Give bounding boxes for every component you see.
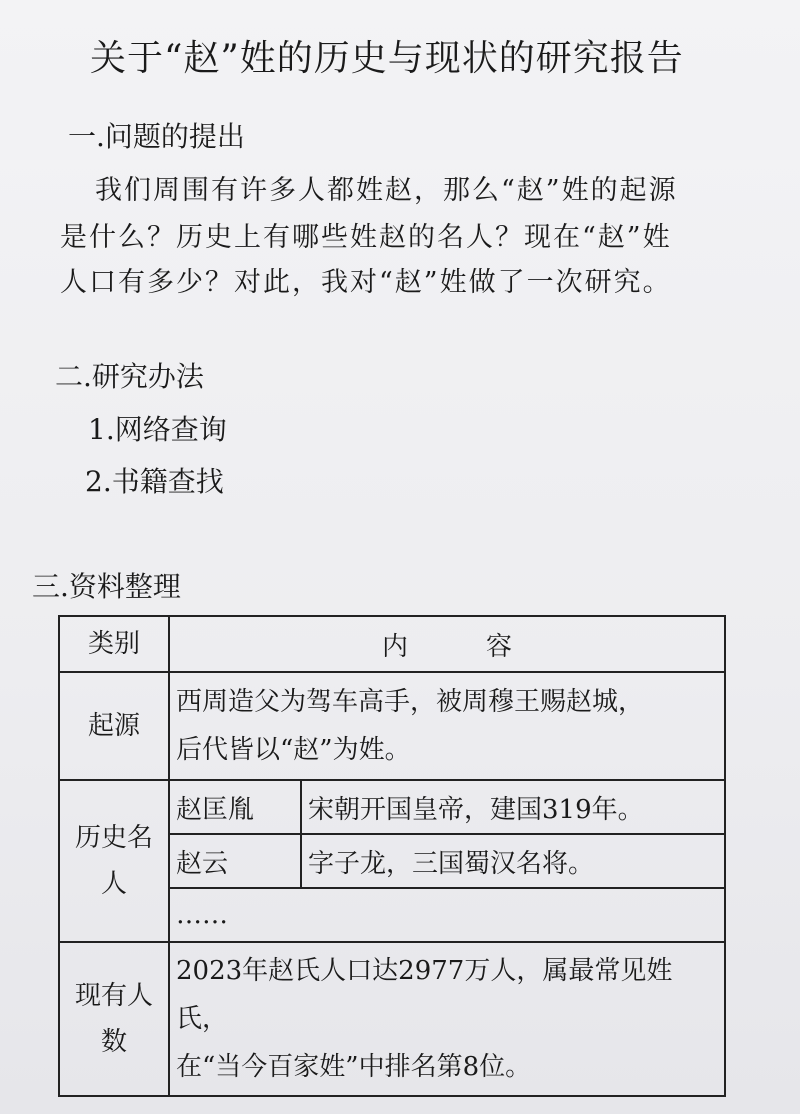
table-header-row (59, 616, 725, 672)
method-item: 2.书籍查找 (85, 465, 224, 498)
paragraph-line: 是什么？历史上有哪些姓赵的名人？现在“赵”姓 (60, 222, 672, 253)
paragraph-line: 人口有多少？对此，我对“赵”姓做了一次研究。 (60, 267, 672, 298)
population-content (169, 942, 725, 1096)
header-category: 类别 (59, 616, 169, 672)
data-table (58, 615, 726, 1097)
person-name: 赵云 (169, 834, 301, 888)
method-item: 1.网络查询 (88, 413, 227, 446)
section1-heading: 一.问题的提出 (68, 120, 245, 153)
section3-heading: 三.资料整理 (32, 570, 181, 603)
famous-label: 历史名人 (59, 780, 169, 942)
origin-content (169, 672, 725, 780)
table-row-population (59, 942, 725, 1096)
origin-line: 西周造父为驾车高手，被周穆王赐赵城， (176, 687, 645, 717)
population-line: 在“当今百家姓”中排名第8位。 (176, 1052, 532, 1082)
paragraph-line: 我们周围有许多人都姓赵，那么“赵”姓的起源 (95, 175, 678, 206)
section2-heading: 二.研究办法 (55, 360, 204, 393)
table-row-origin (59, 672, 725, 780)
population-label: 现有人数 (59, 942, 169, 1096)
origin-line: 后代皆以“赵”为姓。 (176, 735, 411, 765)
more-ellipsis: …… (169, 888, 725, 942)
person-name: 赵匡胤 (169, 780, 301, 834)
person-desc: 字子龙，三国蜀汉名将。 (301, 834, 725, 888)
report-title: 关于“赵”姓的历史与现状的研究报告 (90, 38, 684, 79)
header-content: 内 容 (169, 616, 725, 672)
person-desc: 宋朝开国皇帝，建国319年。 (301, 780, 725, 834)
origin-label: 起源 (59, 672, 169, 780)
table-row-famous (59, 780, 725, 834)
population-line: 2023年赵氏人口达2977万人，属最常见姓氏， (176, 956, 673, 1034)
